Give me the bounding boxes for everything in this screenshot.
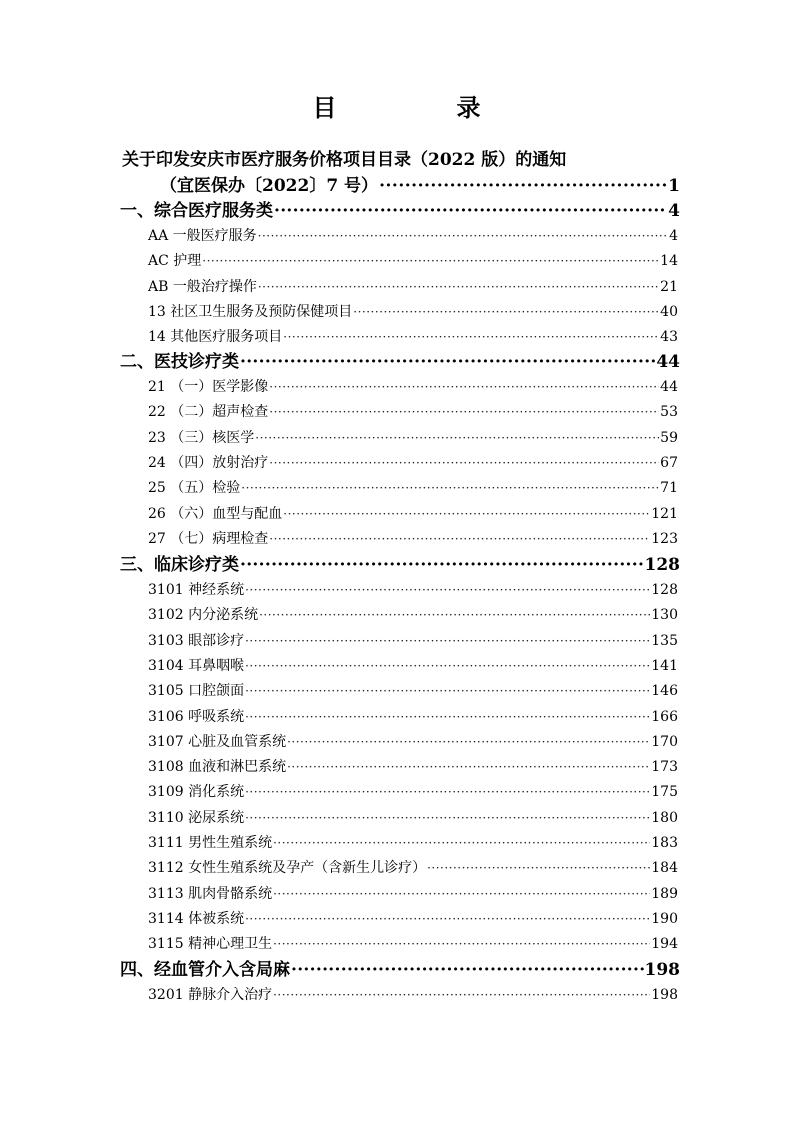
- toc-item-page: 130: [651, 607, 678, 624]
- toc-item[interactable]: [148, 782, 678, 802]
- toc-item-page: 135: [651, 632, 678, 649]
- toc-item[interactable]: [148, 251, 678, 271]
- dot-leader: [274, 199, 667, 223]
- toc-item-page: 44: [660, 379, 678, 395]
- toc-item[interactable]: [148, 884, 678, 904]
- toc-item-label: 3108 血液和淋巴系统: [148, 759, 287, 776]
- toc-item[interactable]: [148, 277, 678, 297]
- toc-item-page: 71: [660, 480, 678, 497]
- toc-item-label: 3107 心脏及血管系统: [148, 733, 287, 750]
- toc-item-page: 190: [651, 910, 678, 927]
- toc-item[interactable]: [148, 985, 678, 1005]
- toc-item[interactable]: [148, 707, 678, 727]
- dot-leader: [202, 251, 659, 271]
- toc-item-page: 14: [660, 253, 678, 270]
- toc-item-label: AB 一般治疗操作: [148, 278, 257, 295]
- toc-section-label: 四、经血管介入含局麻: [120, 960, 290, 980]
- toc-section-label: 三、临床诊疗类: [120, 555, 239, 575]
- toc-item-label: 3105 口腔颌面: [148, 683, 245, 700]
- toc-item[interactable]: [148, 302, 678, 322]
- toc-intro-title[interactable]: 关于印发安庆市医疗服务价格项目目录（2022 版）的通知: [122, 150, 567, 170]
- dot-leader: [269, 377, 659, 397]
- toc-entry-label: （宜医保办〔2022〕7 号）: [160, 176, 379, 196]
- dot-leader: [245, 707, 650, 727]
- dot-leader: [287, 732, 650, 752]
- dot-leader: [259, 605, 650, 625]
- toc-item[interactable]: [148, 757, 678, 777]
- toc-item-label: 27 （七）病理检查: [148, 530, 269, 547]
- dot-leader: [287, 757, 650, 777]
- toc-item-page: 175: [651, 784, 678, 801]
- toc-item-label: 24 （四）放射治疗: [148, 454, 269, 471]
- toc-item-page: 123: [651, 530, 678, 547]
- toc-item-label: 3101 神经系统: [148, 582, 245, 598]
- page-title: 目 录: [312, 93, 529, 122]
- toc-item-page: 67: [660, 454, 678, 471]
- toc-item[interactable]: [148, 453, 678, 473]
- dot-leader: [245, 782, 650, 802]
- dot-leader: [258, 226, 668, 246]
- toc-item-label: 23 （三）核医学: [148, 429, 255, 446]
- toc-section-page: 4: [668, 201, 680, 221]
- toc-item-page: 183: [651, 835, 678, 851]
- toc-section-page: 44: [656, 352, 680, 372]
- toc-item-label: 22 （二）超声检查: [148, 404, 269, 421]
- toc-item-label: 3102 内分泌系统: [148, 607, 259, 624]
- toc-item[interactable]: [148, 909, 678, 929]
- toc-item-label: 3109 消化系统: [148, 784, 245, 801]
- dot-leader: [283, 327, 659, 347]
- dot-leader: [273, 985, 650, 1005]
- toc-section-3[interactable]: [120, 553, 680, 577]
- toc-item-page: 53: [660, 404, 678, 421]
- dot-leader: [245, 681, 650, 701]
- toc-item-page: 121: [651, 505, 678, 522]
- toc-item[interactable]: [148, 226, 678, 246]
- toc-item-label: 3111 男性生殖系统: [148, 835, 273, 851]
- toc-item-label: 21 （一）医学影像: [148, 379, 269, 395]
- toc-section-page: 198: [644, 960, 680, 980]
- dot-leader: [245, 656, 650, 676]
- toc-section-4[interactable]: [120, 958, 680, 982]
- toc-item-label: AA 一般医疗服务: [148, 228, 257, 244]
- toc-item-page: 146: [651, 683, 678, 700]
- toc-item-page: 170: [651, 733, 678, 750]
- toc-item-page: 173: [651, 759, 678, 776]
- toc-entry-page: 1: [668, 176, 680, 196]
- toc-item-label: AC 护理: [148, 253, 202, 270]
- toc-item-page: 4: [669, 228, 678, 244]
- toc-item-label: 14 其他医疗服务项目: [148, 329, 283, 346]
- dot-leader: [273, 884, 650, 904]
- toc-item[interactable]: [148, 656, 678, 676]
- dot-leader: [269, 529, 650, 549]
- toc-item-label: 3201 静脉介入治疗: [148, 987, 273, 1003]
- toc-item-page: 40: [660, 303, 678, 320]
- toc-item-page: 180: [651, 809, 678, 826]
- dot-leader: [273, 833, 650, 853]
- toc-item[interactable]: [148, 504, 678, 524]
- dot-leader: [240, 350, 655, 374]
- toc-item-label: 3106 呼吸系统: [148, 708, 245, 725]
- dot-leader: [269, 453, 659, 473]
- toc-item[interactable]: [148, 327, 678, 347]
- dot-leader: [283, 504, 650, 524]
- dot-leader: [241, 478, 659, 498]
- toc-item[interactable]: [148, 580, 678, 600]
- dot-leader: [291, 958, 644, 982]
- toc-item-page: 59: [660, 429, 678, 446]
- toc-item-page: 194: [651, 936, 678, 953]
- toc-item[interactable]: [148, 808, 678, 828]
- dot-leader: [353, 302, 659, 322]
- toc-item-page: 184: [651, 860, 678, 877]
- toc-item[interactable]: [148, 402, 678, 422]
- toc-item-label: 3104 耳鼻咽喉: [148, 657, 245, 674]
- toc-section-label: 一、综合医疗服务类: [120, 201, 273, 221]
- toc-section-page: 128: [644, 555, 680, 575]
- toc-intro-entry[interactable]: [160, 174, 680, 198]
- toc-item[interactable]: [148, 605, 678, 625]
- toc-item-page: 141: [651, 657, 678, 674]
- toc-item[interactable]: [148, 428, 678, 448]
- toc-item-page: 21: [660, 278, 678, 295]
- toc-item[interactable]: [148, 681, 678, 701]
- dot-leader: [245, 631, 650, 651]
- toc-section-label: 二、医技诊疗类: [120, 352, 239, 372]
- toc-section-2[interactable]: [120, 350, 680, 374]
- toc-item-label: 3114 体被系统: [148, 910, 245, 927]
- toc-item-label: 3103 眼部诊疗: [148, 632, 245, 649]
- toc-item-label: 26 （六）血型与配血: [148, 505, 283, 522]
- toc-item-page: 43: [660, 329, 678, 346]
- toc-item-page: 166: [651, 708, 678, 725]
- dot-leader: [245, 808, 650, 828]
- dot-leader: [245, 580, 650, 600]
- dot-leader: [255, 428, 659, 448]
- toc-item[interactable]: [148, 732, 678, 752]
- toc-section-1[interactable]: [120, 199, 680, 223]
- toc-item[interactable]: [148, 529, 678, 549]
- dot-leader: [273, 934, 650, 954]
- dot-leader: [240, 553, 644, 577]
- toc-item-page: 189: [651, 885, 678, 902]
- toc-item-label: 3110 泌尿系统: [148, 809, 245, 826]
- toc-item[interactable]: [148, 377, 678, 397]
- toc-item-label: 3112 女性生殖系统及孕产（含新生儿诊疗）: [148, 860, 427, 877]
- dot-leader: [245, 909, 650, 929]
- toc-item-label: 3113 肌肉骨骼系统: [148, 885, 273, 902]
- toc-item[interactable]: [148, 631, 678, 651]
- toc-item[interactable]: [148, 858, 678, 878]
- dot-leader: [379, 174, 667, 198]
- dot-leader: [269, 402, 659, 422]
- toc-item-label: 3115 精神心理卫生: [148, 936, 273, 953]
- dot-leader: [258, 277, 659, 297]
- toc-item-page: 198: [651, 987, 678, 1003]
- toc-item-label: 25 （五）检验: [148, 480, 241, 497]
- dot-leader: [427, 858, 650, 878]
- toc-item-page: 128: [651, 582, 678, 598]
- toc-item[interactable]: [148, 478, 678, 498]
- toc-item-label: 13 社区卫生服务及预防保健项目: [148, 303, 353, 320]
- toc-item[interactable]: [148, 833, 678, 853]
- toc-item[interactable]: [148, 934, 678, 954]
